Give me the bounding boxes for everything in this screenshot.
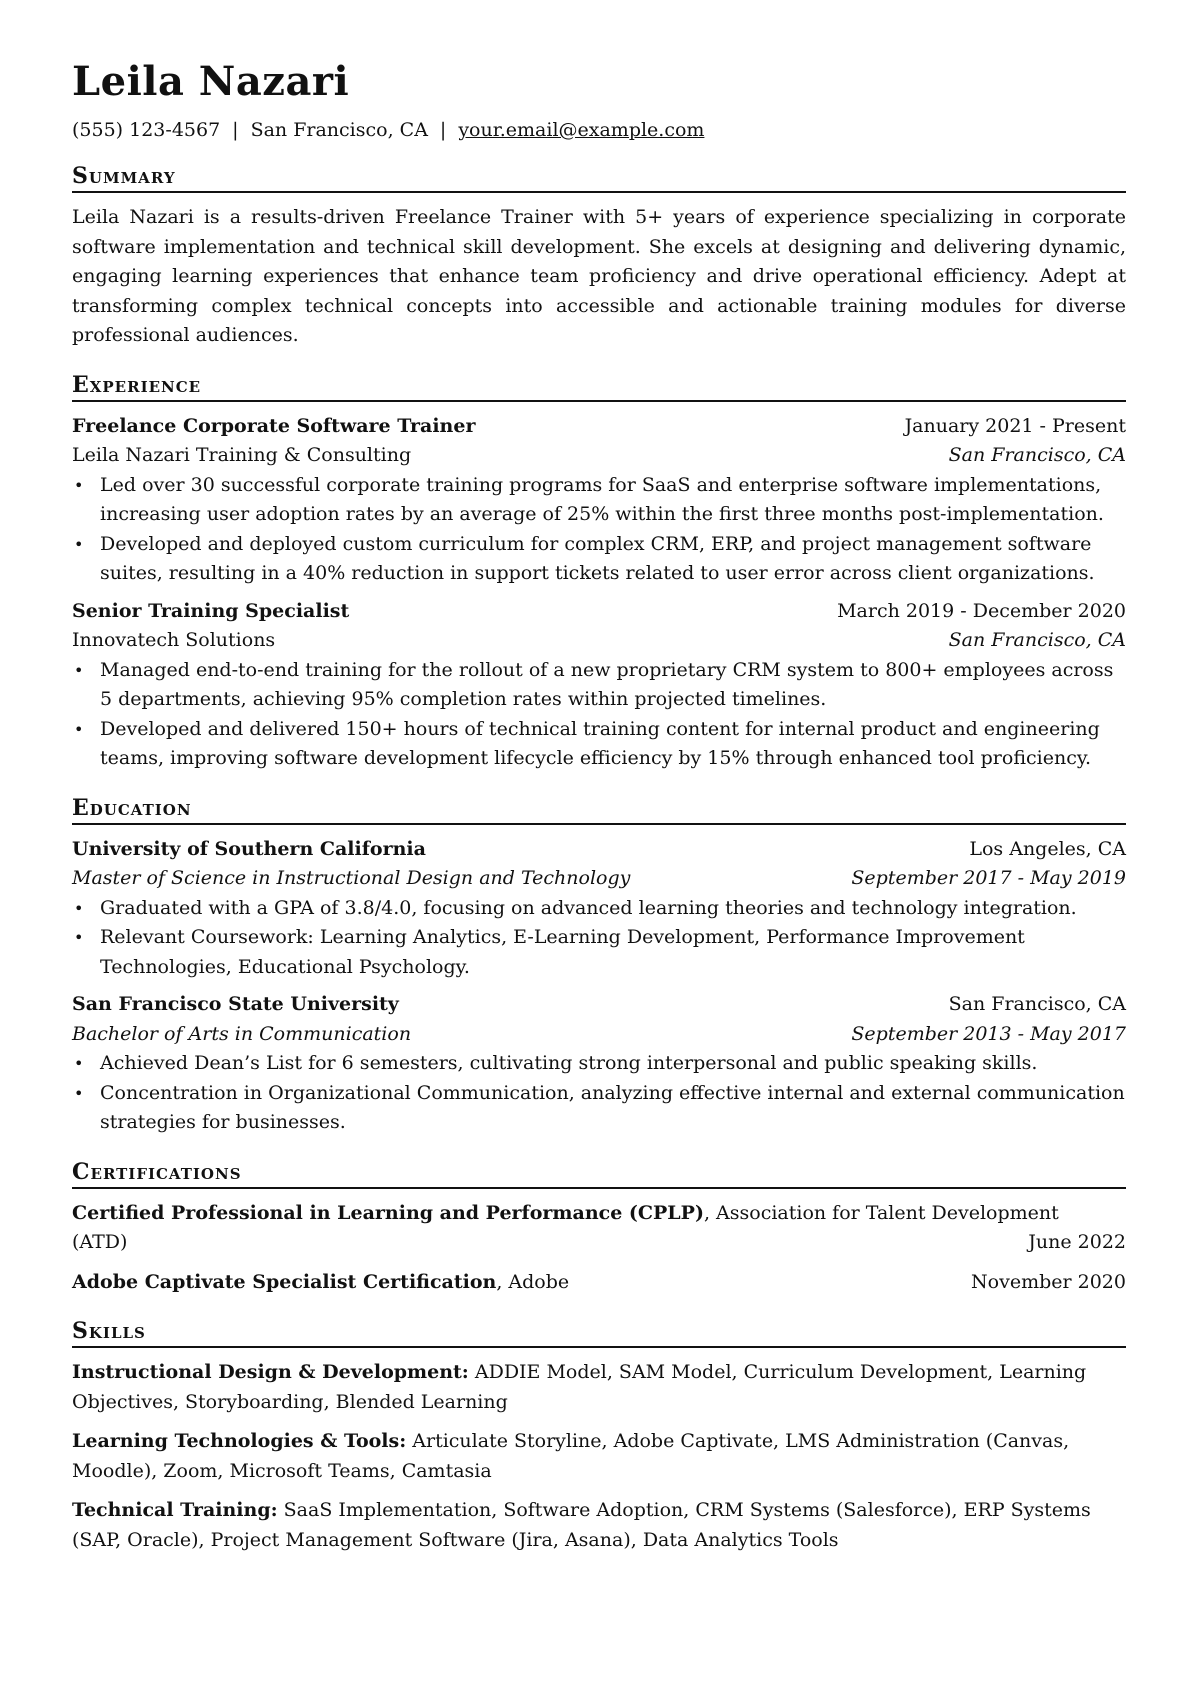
education-dates: September 2013 - May 2017 xyxy=(851,1022,1126,1045)
job-bullets xyxy=(72,471,1126,589)
certification-issuer-cont: (ATD) xyxy=(72,1231,128,1253)
education-bullets xyxy=(72,1049,1126,1138)
skills-section xyxy=(72,1317,1126,1555)
skill-group xyxy=(72,1496,1126,1555)
education-dates: September 2017 - May 2019 xyxy=(851,867,1126,889)
job-location: San Francisco, CA xyxy=(948,629,1126,651)
bullet-item: • Concentration in Organizational Communication, analyzing effective internal and external communication strategies for businesses. xyxy=(100,1079,1126,1138)
section-title-education: Education xyxy=(72,794,1126,825)
bullet-item: • Graduated with a GPA of 3.8/4.0, focusing on advanced learning theories and technology integration. xyxy=(100,894,1126,924)
education-entry xyxy=(72,990,1126,1138)
summary-text: Leila Nazari is a results-driven Freelance Trainer with 5+ years of experience specializing in corporate software implementation and technical skill development. She excels at designing and delivering dynamic, engaging learning experiences that enhance team proficiency and drive operational efficiency. Adept at transforming complex technical concepts into accessible and actionable training modules for diverse professional audiences. xyxy=(72,206,1126,346)
summary-section xyxy=(72,162,1126,351)
skill-list: ADDIE Model, SAM Model, Curriculum Development, Learning Objectives, Storyboarding, Blended Learning xyxy=(72,1361,1087,1413)
job-title: Freelance Corporate Software Trainer xyxy=(72,414,476,437)
school-name: San Francisco State University xyxy=(72,993,399,1015)
skill-group xyxy=(72,1358,1126,1417)
certification-entry xyxy=(72,1199,1126,1258)
certification-issuer: , Association for Talent Development xyxy=(703,1201,1059,1224)
experience-entry xyxy=(72,597,1126,774)
certification-name: Certified Professional in Learning and Performance (CPLP) xyxy=(72,1201,704,1224)
job-location: San Francisco, CA xyxy=(948,444,1126,466)
candidate-name: Leila Nazari xyxy=(72,58,350,105)
company-name: Innovatech Solutions xyxy=(72,629,276,651)
contact-line xyxy=(72,118,1126,142)
bullet-item: • Developed and delivered 150+ hours of technical training content for internal product and engineering teams, improving software development lifecycle efficiency by 15% through enhanced tool proficiency. xyxy=(100,715,1126,774)
skill-category: Instructional Design & Development: xyxy=(72,1361,469,1383)
email-link[interactable]: your.email@example.com xyxy=(458,119,705,141)
resume-page xyxy=(72,58,1126,1565)
bullet-item: • Managed end-to-end training for the rollout of a new proprietary CRM system to 800+ employees across 5 departments, achieving 95% completion rates within projected timelines. xyxy=(100,656,1126,715)
school-location: San Francisco, CA xyxy=(948,993,1126,1015)
school-location: Los Angeles, CA xyxy=(969,837,1126,860)
job-bullets xyxy=(72,656,1126,774)
bullet-item: • Developed and deployed custom curriculum for complex CRM, ERP, and project management software suites, resulting in a 40% reduction in support tickets related to user error across client organizations. xyxy=(100,530,1126,589)
section-title-certifications: Certifications xyxy=(72,1158,1126,1189)
certifications-section xyxy=(72,1158,1126,1298)
job-dates: March 2019 - December 2020 xyxy=(837,599,1126,622)
certification-issuer: , Adobe xyxy=(496,1270,570,1293)
company-name: Leila Nazari Training & Consulting xyxy=(72,444,412,466)
job-dates: January 2021 - Present xyxy=(904,414,1126,437)
job-title: Senior Training Specialist xyxy=(72,599,350,622)
skill-list: SaaS Implementation, Software Adoption, CRM Systems (Salesforce), ERP Systems (SAP, Oracle), Project Management Software (Jira, Asana), Data Analytics Tools xyxy=(72,1499,1091,1551)
skill-category: Technical Training: xyxy=(72,1499,278,1521)
contact-location: San Francisco, CA xyxy=(250,119,428,141)
skill-group xyxy=(72,1427,1126,1486)
separator: | xyxy=(439,119,447,141)
degree-name: Bachelor of Arts in Communication xyxy=(72,1022,412,1045)
separator: | xyxy=(232,119,239,141)
phone-number: (555) 123-4567 xyxy=(72,119,221,141)
section-title-experience: Experience xyxy=(72,371,1126,402)
certification-date: June 2022 xyxy=(1028,1231,1126,1253)
certification-name: Adobe Captivate Specialist Certification xyxy=(72,1270,497,1293)
degree-name: Master of Science in Instructional Design and Technology xyxy=(72,867,631,889)
experience-entry xyxy=(72,412,1126,589)
school-name: University of Southern California xyxy=(72,837,426,860)
section-title-summary: Summary xyxy=(72,162,1126,193)
education-section xyxy=(72,794,1126,1138)
experience-section xyxy=(72,371,1126,774)
bullet-item: • Relevant Coursework: Learning Analytics, E-Learning Development, Performance Improvement Technologies, Educational Psychology. xyxy=(100,923,1126,982)
education-bullets xyxy=(72,894,1126,983)
skill-list: Articulate Storyline, Adobe Captivate, LMS Administration (Canvas, Moodle), Zoom, Microsoft Teams, Camtasia xyxy=(72,1430,1070,1482)
education-entry xyxy=(72,835,1126,983)
certification-entry xyxy=(72,1268,1126,1298)
bullet-item: • Led over 30 successful corporate training programs for SaaS and enterprise software implementations, increasing user adoption rates by an average of 25% within the first three months post-implementation. xyxy=(100,471,1126,530)
bullet-item: • Achieved Dean’s List for 6 semesters, cultivating strong interpersonal and public speaking skills. xyxy=(100,1049,1126,1079)
section-title-skills: Skills xyxy=(72,1317,1126,1348)
certification-date: November 2020 xyxy=(971,1270,1126,1293)
skill-category: Learning Technologies & Tools: xyxy=(72,1430,407,1452)
